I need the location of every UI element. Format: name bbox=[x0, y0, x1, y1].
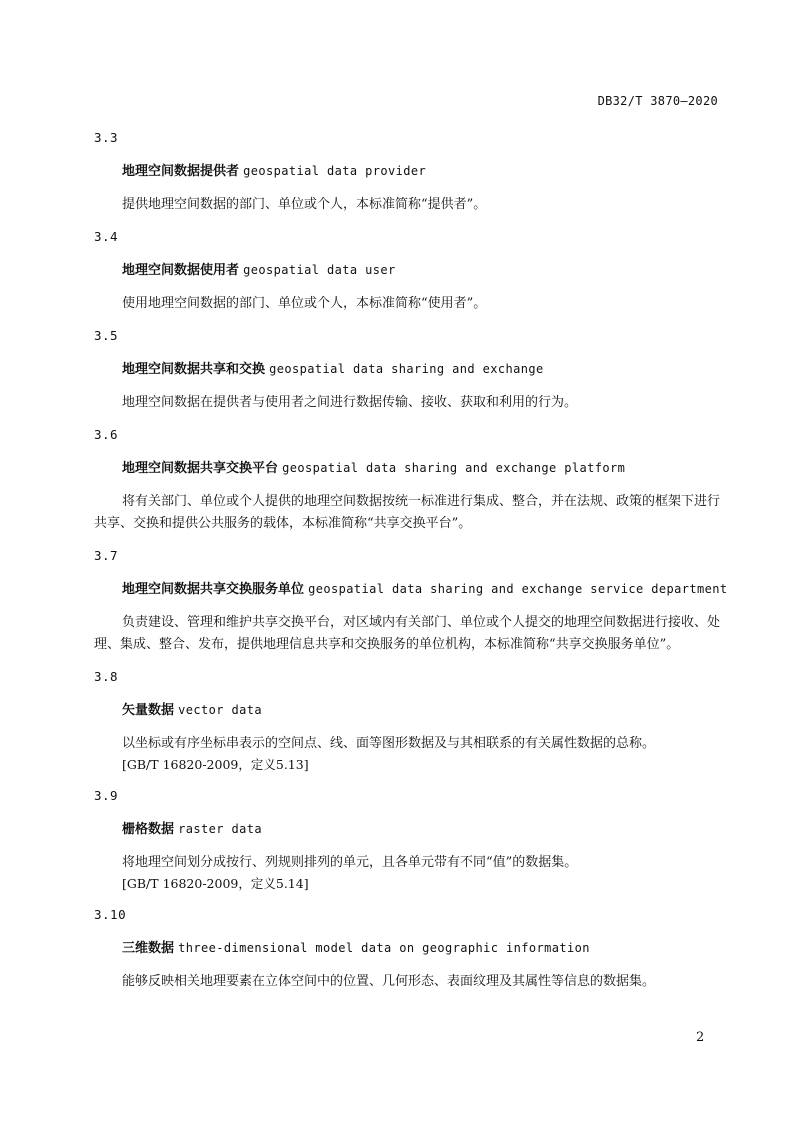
term-chinese: 地理空间数据提供者 bbox=[122, 164, 240, 179]
term-entry-3-10 bbox=[94, 905, 722, 993]
clause-number: 3.8 bbox=[94, 669, 119, 684]
source-reference: [GB/T 16820-2009，定义5.14] bbox=[122, 876, 309, 891]
term-chinese: 地理空间数据共享交换服务单位 bbox=[122, 582, 305, 597]
term-english: geospatial data user bbox=[243, 263, 396, 277]
clause-number: 3.10 bbox=[94, 907, 127, 922]
source-reference: [GB/T 16820-2009，定义5.13] bbox=[122, 757, 309, 772]
term-heading bbox=[94, 359, 722, 379]
document-code: DB32/T 3870—2020 bbox=[597, 94, 718, 108]
term-english: geospatial data provider bbox=[243, 164, 427, 178]
term-english: geospatial data sharing and exchange platform bbox=[282, 461, 626, 475]
term-heading bbox=[94, 938, 722, 958]
term-chinese: 地理空间数据共享和交换 bbox=[122, 362, 266, 377]
term-definition: 地理空间数据在提供者与使用者之间进行数据传输、接收、获取和利用的行为。 bbox=[122, 395, 578, 410]
term-chinese: 矢量数据 bbox=[122, 703, 175, 718]
term-english: raster data bbox=[178, 822, 263, 836]
clause-number: 3.9 bbox=[94, 788, 119, 803]
term-english: geospatial data sharing and exchange bbox=[269, 362, 544, 376]
term-heading bbox=[94, 700, 722, 720]
term-entry-3-8 bbox=[94, 667, 722, 775]
term-entry-3-3 bbox=[94, 128, 722, 216]
term-definition: 将地理空间划分成按行、列规则排列的单元，且各单元带有不同“值”的数据集。 bbox=[122, 855, 578, 870]
term-english: vector data bbox=[178, 703, 263, 717]
term-heading bbox=[94, 819, 722, 839]
term-chinese: 三维数据 bbox=[122, 941, 175, 956]
term-heading bbox=[94, 260, 722, 280]
term-english: three-dimensional model data on geographic information bbox=[178, 941, 590, 955]
term-chinese: 栅格数据 bbox=[122, 822, 175, 837]
term-chinese: 地理空间数据使用者 bbox=[122, 263, 240, 278]
term-entry-3-5 bbox=[94, 326, 722, 414]
term-entry-3-7 bbox=[94, 546, 728, 656]
clause-number: 3.3 bbox=[94, 130, 119, 145]
term-definition: 使用地理空间数据的部门、单位或个人，本标准简称“使用者”。 bbox=[122, 296, 487, 311]
term-entry-3-4 bbox=[94, 227, 722, 315]
term-definition: 将有关部门、单位或个人提供的地理空间数据按统一标准进行集成、整合，并在法规、政策的框架下进行共享、交换和提供公共服务的载体，本标准简称“共享交换平台”。 bbox=[94, 494, 721, 531]
term-chinese: 地理空间数据共享交换平台 bbox=[122, 461, 279, 476]
clause-number: 3.6 bbox=[94, 427, 119, 442]
term-entry-3-9 bbox=[94, 786, 722, 894]
terms-section bbox=[94, 128, 728, 993]
term-english: geospatial data sharing and exchange service department bbox=[308, 582, 728, 596]
clause-number: 3.7 bbox=[94, 548, 119, 563]
term-definition: 负责建设、管理和维护共享交换平台，对区域内有关部门、单位或个人提交的地理空间数据进行接收、处理、集成、整合、发布，提供地理信息共享和交换服务的单位机构，本标准简称“共享交换服务单位”。 bbox=[94, 615, 721, 652]
term-heading bbox=[94, 458, 722, 478]
term-entry-3-6 bbox=[94, 425, 722, 535]
term-definition: 提供地理空间数据的部门、单位或个人，本标准简称“提供者”。 bbox=[122, 197, 487, 212]
clause-number: 3.5 bbox=[94, 328, 119, 343]
term-heading bbox=[94, 579, 728, 599]
page-number: 2 bbox=[696, 1030, 705, 1045]
term-definition: 能够反映相关地理要素在立体空间中的位置、几何形态、表面纹理及其属性等信息的数据集。 bbox=[122, 974, 656, 989]
term-heading bbox=[94, 161, 722, 181]
clause-number: 3.4 bbox=[94, 229, 119, 244]
term-definition: 以坐标或有序坐标串表示的空间点、线、面等图形数据及与其相联系的有关属性数据的总称。 bbox=[122, 736, 656, 751]
